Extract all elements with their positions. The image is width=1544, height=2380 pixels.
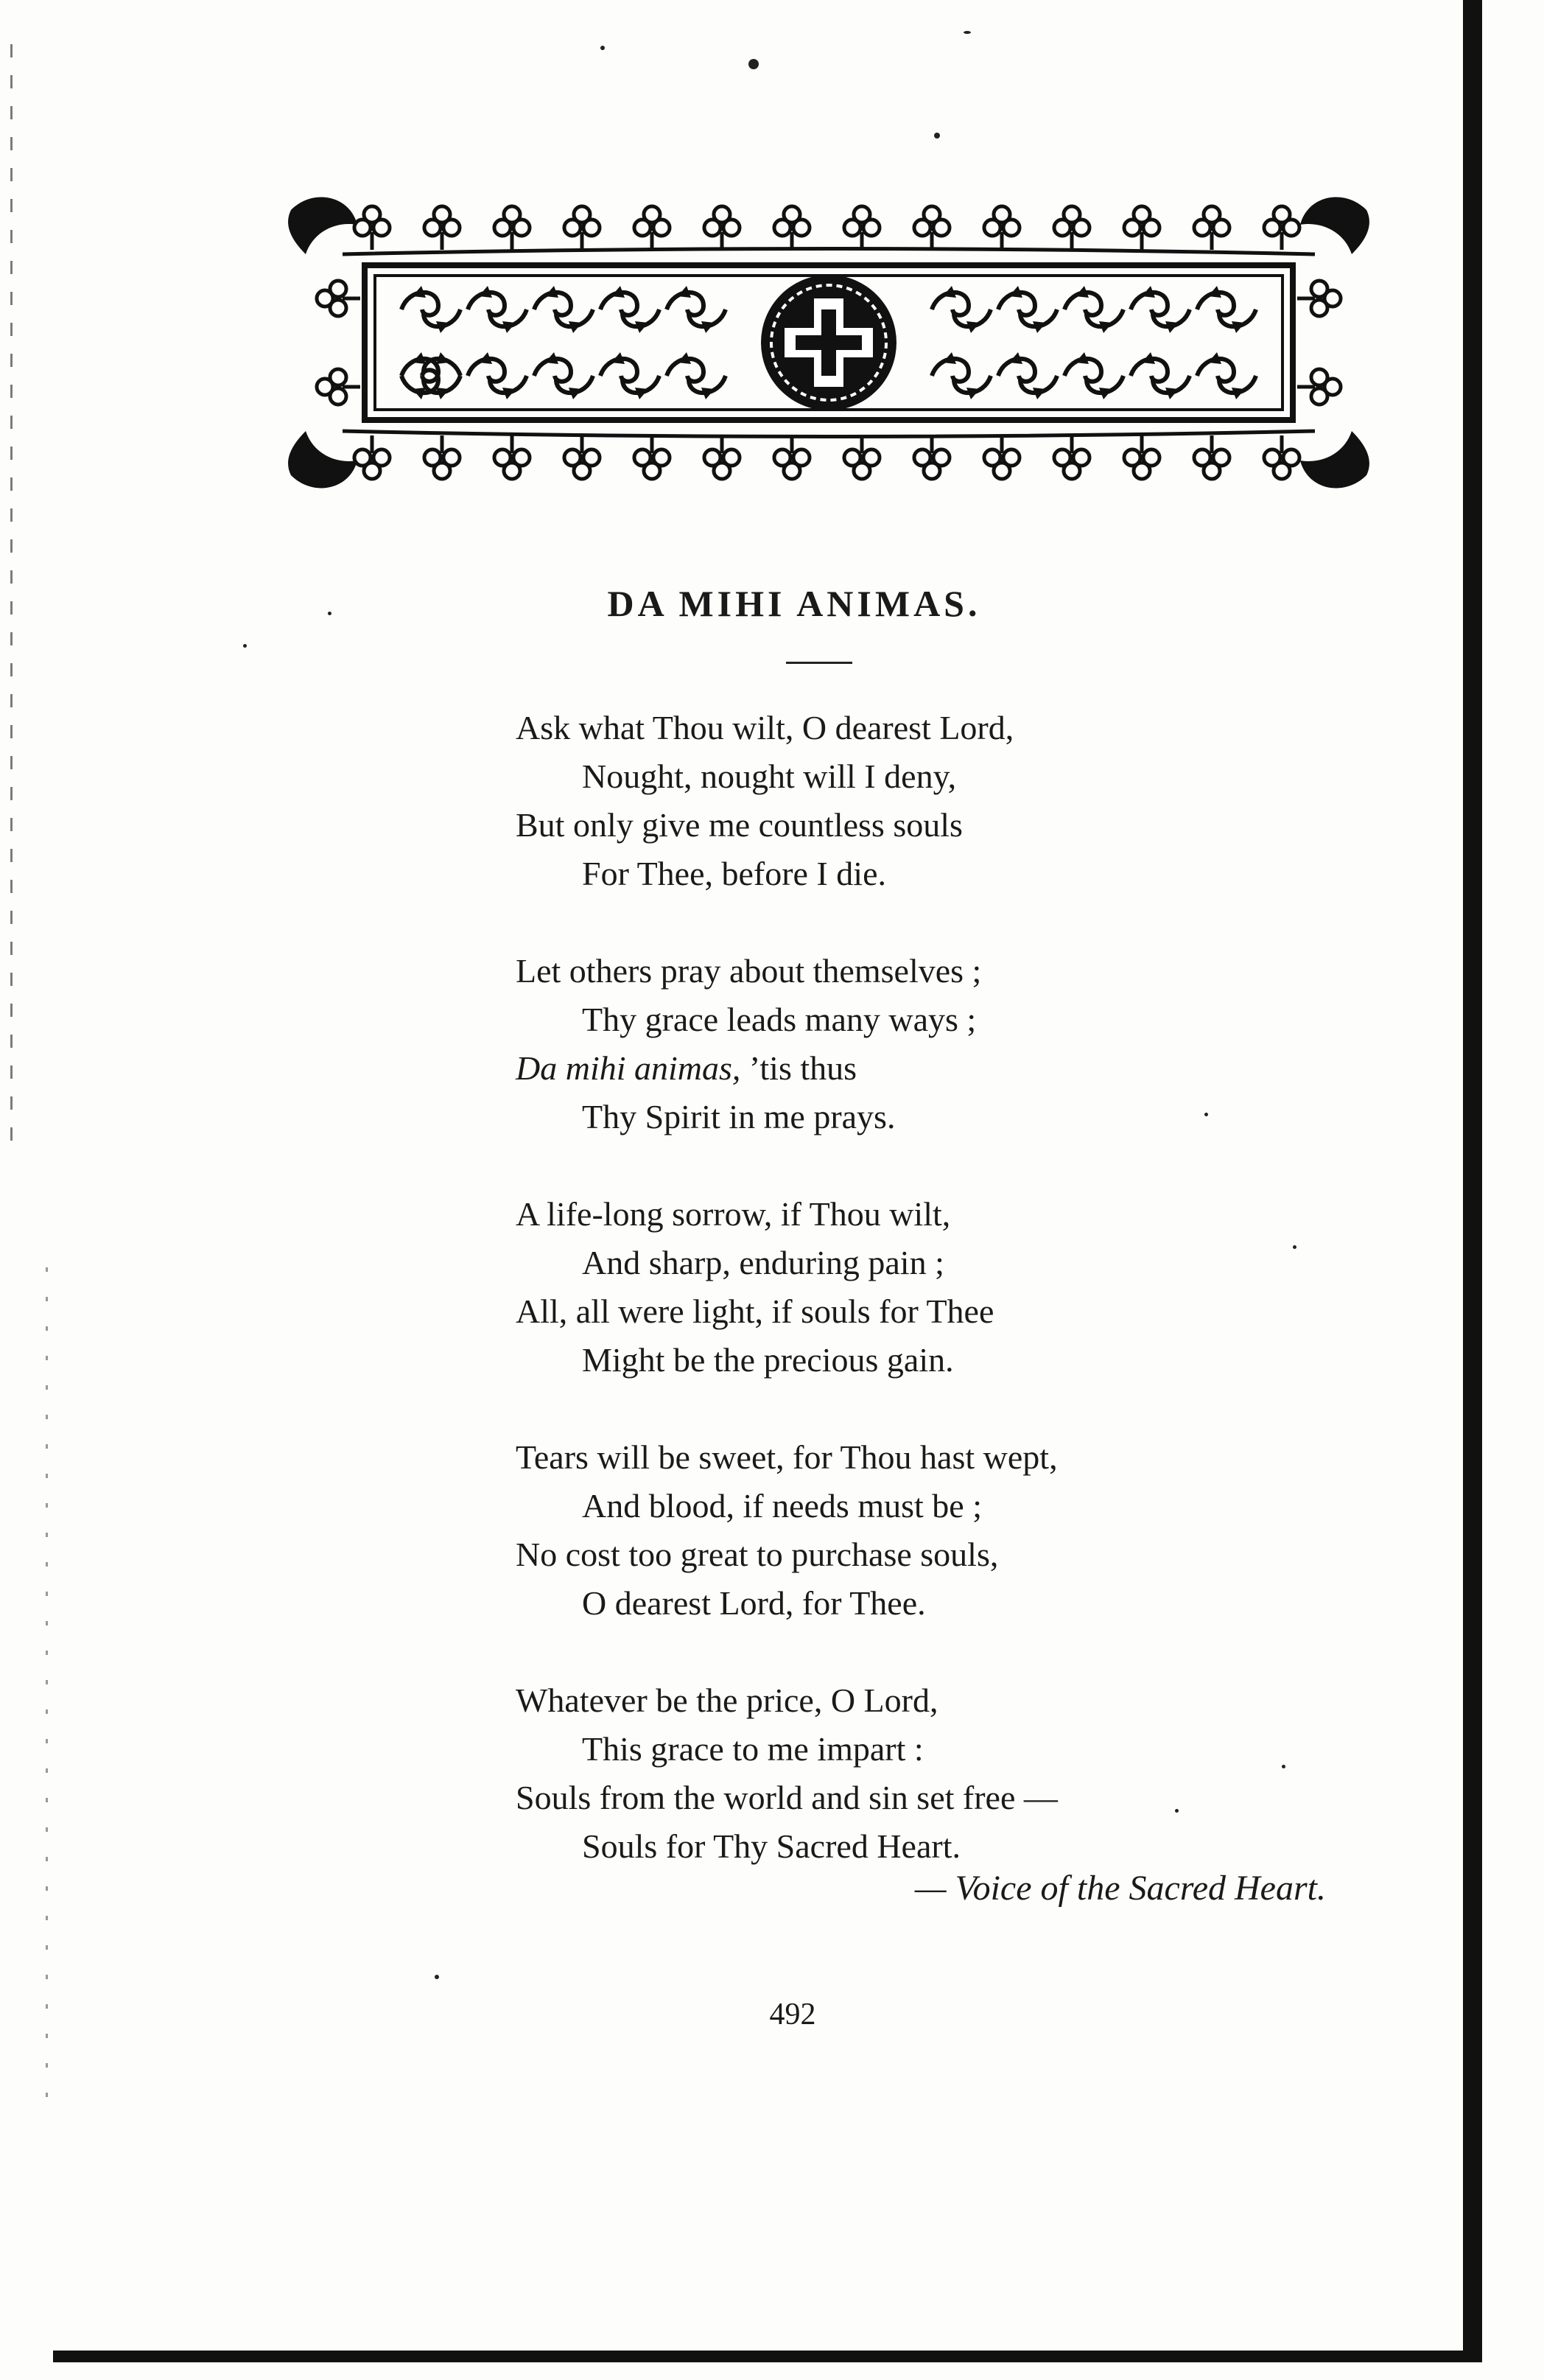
poem-line: No cost too great to purchase souls, [516,1536,999,1573]
attribution: — Voice of the Sacred Heart. [914,1869,1326,1908]
poem-title: DA MIHI ANIMAS. [607,583,981,624]
poem-line: Souls for Thy Sacred Heart. [582,1827,961,1865]
poem-line: Let others pray about themselves ; [516,952,982,990]
ornament-header [284,181,1374,505]
poem-line: Souls from the world and sin set free — [516,1779,1058,1816]
poem-line: But only give me countless souls [516,806,963,844]
poem-line: All, all were light, if souls for Thee [516,1292,994,1330]
poem-line: Ask what Thou wilt, O dearest Lord, [516,709,1014,746]
poem-line: Tears will be sweet, for Thou hast wept, [516,1438,1058,1476]
scan-bottom-edge [53,2351,1482,2362]
stanza [516,1676,1436,1871]
scan-speck [600,46,605,50]
scan-speck [748,59,759,69]
stanza [516,704,1436,898]
title-rule [786,662,852,664]
poem-line: Thy Spirit in me prays. [582,1098,896,1135]
scan-speck [435,1975,439,1979]
stanza [516,1433,1436,1628]
poem-line: Thy grace leads many ways ; [582,1001,977,1038]
poem-line: For Thee, before I die. [582,855,886,892]
poem-line: O dearest Lord, for Thee. [582,1584,926,1622]
scan-speck [964,31,971,34]
poem-line: Nought, nought will I deny, [582,757,957,795]
page-number: 492 [769,1998,816,2031]
scan-left-edge-marks [46,1267,48,2115]
poem-line: A life-long sorrow, if Thou wilt, [516,1195,951,1233]
scan-speck [934,133,940,139]
stanza [516,947,1436,1141]
poem-line-mixed [516,1044,1436,1093]
poem-body [516,704,1436,1919]
poem-line: Whatever be the price, O Lord, [516,1681,938,1719]
stanza [516,1190,1436,1385]
poem-line: And blood, if needs must be ; [582,1487,982,1525]
latin-phrase: Da mihi animas, [516,1049,741,1087]
poem-line: And sharp, enduring pain ; [582,1244,944,1281]
poem-line: This grace to me impart : [582,1730,924,1768]
scan-speck [243,644,247,648]
poem-line-tail: ’tis thus [748,1049,857,1087]
poem-line: Might be the precious gain. [582,1341,954,1379]
